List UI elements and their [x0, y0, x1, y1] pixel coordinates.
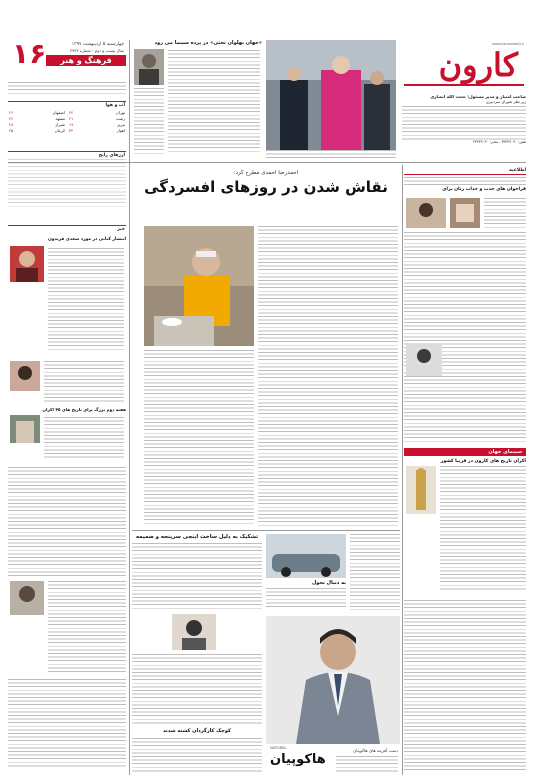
- main-story-photo: [144, 226, 254, 346]
- cinema-box: [404, 448, 526, 594]
- left-news-headline: انتشار کتابی در مورد سعدی فریدون: [48, 237, 126, 242]
- lower-photo: [172, 614, 216, 650]
- right-photo-2: [450, 198, 480, 228]
- publisher-line: زیر نظر شورای سردبیری: [485, 99, 526, 104]
- section-title: فرهنگ و هنر: [46, 55, 126, 66]
- main-story: [132, 168, 400, 528]
- date-line: چهارشنبه ۵ اردیبهشت ۱۳۹۷: [71, 42, 124, 47]
- currency-title: ارزهای رایج: [98, 153, 125, 158]
- left-news-2: [8, 361, 126, 461]
- left-photo-2: [10, 361, 40, 391]
- left-news-photo: [10, 246, 44, 282]
- left-secondary-headline: هفته دوم بزرگ برای تاریخ های ۴۵ اکران: [42, 407, 126, 412]
- left-photo-4: [10, 581, 44, 615]
- top-photo: [266, 40, 396, 150]
- right-sidebar: [404, 168, 526, 774]
- weather-title: آب و هوا: [105, 103, 125, 108]
- ad-block: [266, 616, 400, 774]
- middle-photo: [266, 534, 346, 578]
- ad-header: اطلاعیه: [404, 168, 526, 175]
- main-story-kicker: احمدرضا احمدی مطرح کرد:: [233, 170, 299, 176]
- middle-story-a: [132, 534, 262, 610]
- weather-row: کرمان ۲۵: [9, 128, 65, 133]
- publisher-line: صاحب امتیاز و مدیر مسئول: حجت الله انصاری: [430, 94, 526, 99]
- currency-box: [8, 151, 126, 211]
- middle-headline-a: تشکیک به دلیل ساخت اینجی سرپنجه و ضمیمه: [135, 534, 259, 540]
- top-photo-caption: [266, 150, 396, 158]
- page-number: ۱۶: [12, 37, 47, 70]
- top-story-photo: [134, 49, 164, 85]
- issue-line: سال بیست و دوم - شماره ۴۹۳۲: [70, 48, 124, 53]
- top-story: [132, 40, 262, 158]
- main-story-headline: نقاش شدن در روزهای افسردگی: [144, 178, 388, 196]
- publisher-line: تلفن: ۳۳۳۳۹۰۹۰ - نمابر: ۳۳۳۳۹۰۳۰: [472, 140, 526, 144]
- weather-row: رشت ۲۱: [69, 116, 125, 121]
- cinema-photo: [406, 466, 436, 514]
- weather-row: مشهد ۲۲: [9, 116, 65, 121]
- right-photo-3: [406, 344, 442, 376]
- left-news-title: خبر: [117, 227, 125, 232]
- top-story-headline: «جهان پهلوان تختی» در پرده سینما می رود: [154, 40, 262, 46]
- weather-row: تبریز ۱۹: [69, 122, 125, 127]
- middle-story-b: [266, 580, 346, 610]
- lower-middle: [132, 614, 262, 774]
- cinema-title: سینمای جهان: [404, 448, 526, 456]
- logo: کارون: [438, 46, 518, 84]
- logo-block: [402, 40, 526, 92]
- ad-photo: [266, 616, 400, 744]
- cinema-headline: اکران تاریخ های کارون در فریبا کشور: [440, 459, 526, 464]
- weather-row: شیراز ۲۸: [9, 122, 65, 127]
- publisher-info: [402, 94, 526, 156]
- website: www.karoondaily.ir: [492, 42, 524, 46]
- middle-headline-c: کوچک کارگردان کشته شدند: [163, 728, 231, 734]
- left-sidebar: [8, 95, 126, 775]
- ad-sub: NATURAL: [270, 746, 287, 750]
- ad-title: فراخوان های جذب و جذاب زنان برای: [442, 187, 526, 192]
- left-news: [8, 225, 126, 355]
- middle-headline-b: به دنبال تحول: [311, 580, 346, 586]
- weather-row: اصفهان ۲۶: [9, 110, 65, 115]
- left-photo-3: [10, 415, 40, 443]
- ad-caption: دست آفرینه های هاکوپیان: [353, 748, 398, 753]
- page-header-left: [8, 37, 126, 80]
- weather-row: تهران ۲۴: [69, 110, 125, 115]
- weather-box: [8, 101, 126, 145]
- ad-brand: هاکوپیان: [270, 752, 326, 767]
- right-photo-1: [406, 198, 446, 228]
- weather-row: اهواز ۳۴: [69, 128, 125, 133]
